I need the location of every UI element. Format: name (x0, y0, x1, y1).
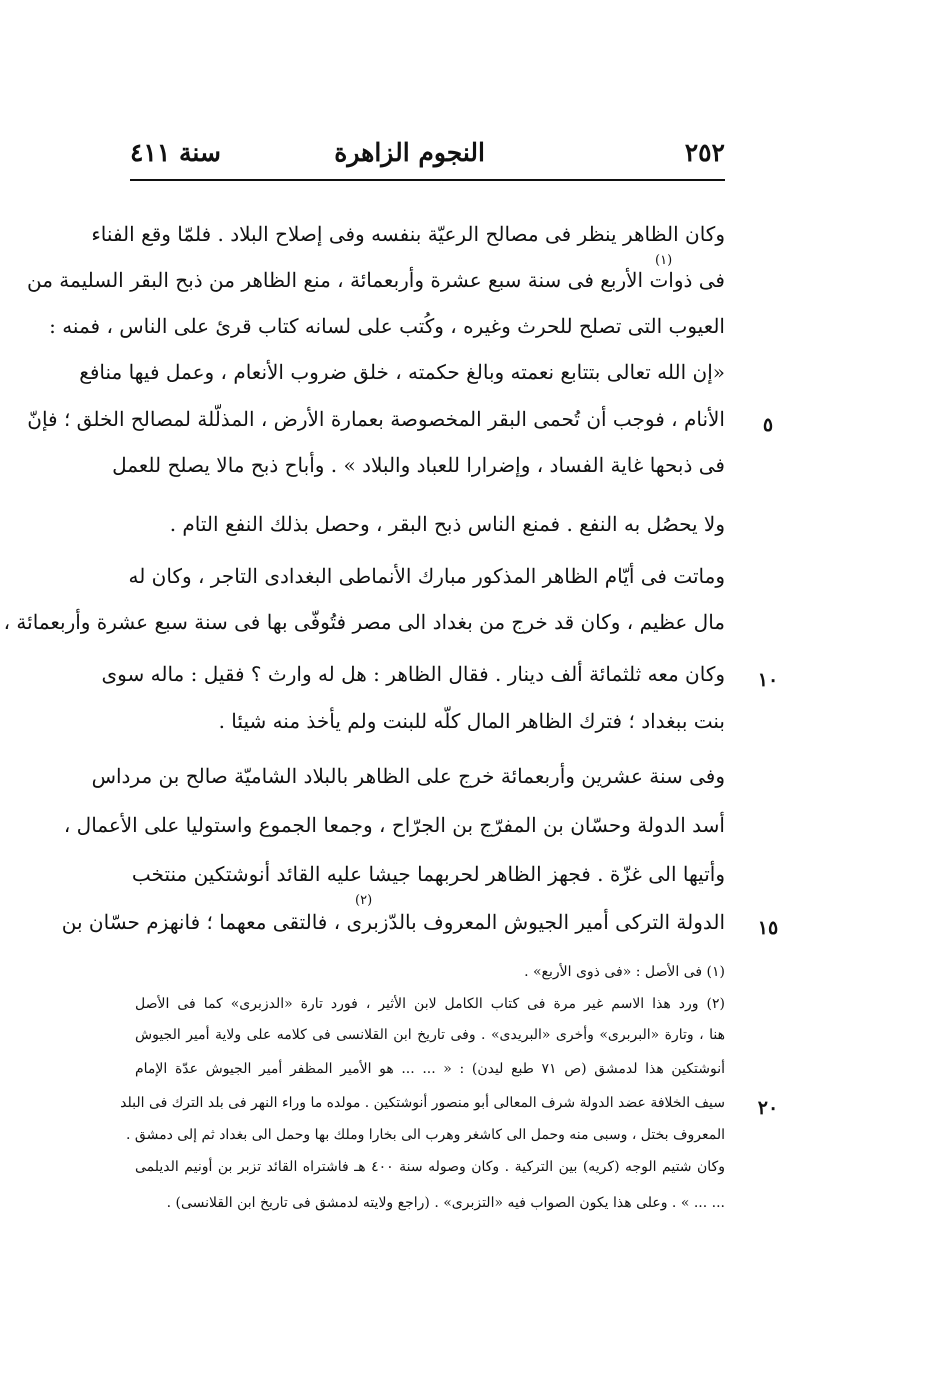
body-line: وفى سنة عشرين وأربعمائة خرج على الظاهر بالبلاد الشاميّة صالح بن مرداس (91, 764, 725, 788)
footnote-line: هنا ، وتارة «البربرى» وأخرى «البريدى» . وفى تاريخ ابن القلانسى فى كلامه على ولاية أمير الجيوش (135, 1027, 725, 1043)
margin-line-number: ١٥ (757, 917, 779, 939)
body-line: الدولة التركى أمير الجيوش المعروف بالدّزبرى ، فالتقى معهما ؛ فانهزم حسّان بن (61, 910, 725, 934)
footnote-line: المعروف بختل ، وسبى منه وحمل الى كاشغر وهرب الى بخارا وملك بها وحمل الى بغداد ثم إلى دمشق . (126, 1127, 725, 1143)
margin-line-number: ٥ (762, 414, 774, 436)
body-line: وأتيها الى غزّة . فجهز الظاهر لحربهما جيشا عليه القائد أنوشتكين منتخب (131, 862, 725, 886)
footnote-mark: (٢) (355, 893, 373, 908)
body-line: وماتت فى أيّام الظاهر المذكور مبارك الأنماطى البغدادى التاجر ، وكان له (128, 564, 725, 588)
body-line: أسد الدولة وحسّان بن المفرّج بن الجرّاح ، وجمعا الجموع واستوليا على الأعمال ، (63, 813, 725, 837)
footnote-line: أنوشتكين هذا لدمشق (ص ٧١ طبع ليدن) : « ... ... هو الأمير المظفر أمير الجيوش عدّة الإمام (135, 1061, 725, 1077)
header-rule (130, 179, 725, 181)
footnote-line: وكان شتيم الوجه (كريه) بين التركية . وكان وصوله سنة ٤٠٠ هـ فاشتراه القائد تزبر بن أونيم الديلمى (135, 1159, 725, 1175)
body-line: وكان معه ثلثمائة ألف دينار . فقال الظاهر : هل له وارث ؟ فقيل : ماله سوى (101, 662, 725, 686)
body-line: الأنام ، فوجب أن تُحمى البقر المخصوصة بعمارة الأرض ، المذلّلة لمصالح الخلق ؛ فإنّ (27, 407, 725, 431)
page-header (130, 138, 725, 178)
body-line: «إن الله تعالى بتتابع نعمته وبالغ حكمته ، خلق ضروب الأنعام ، وعمل فيها منافع (79, 360, 725, 384)
footnote-line: ... ... » . وعلى هذا يكون الصواب فيه «التزبرى» . (راجع ولايته لدمشق فى تاريخ ابن القلانسى) . (166, 1195, 725, 1211)
body-line: العيوب التى تصلح للحرث وغيره ، وكُتب على لسانه كتاب قرئ على الناس ، فمنه : (49, 314, 725, 338)
body-line: فى ذوات الأربع فى سنة سبع عشرة وأربعمائة ، منع الظاهر من ذبح البقر السليمة من (27, 268, 725, 292)
page-number: ٢٥٢ (684, 138, 725, 167)
body-line: وكان الظاهر ينظر فى مصالح الرعيّة بنفسه وفى إصلاح البلاد . فلمّا وقع الفناء (91, 222, 725, 246)
footnote-line: (٢) ورد هذا الاسم غير مرة فى كتاب الكامل لابن الأثير ، فورد تارة «الدزبرى» كما فى الأصل (135, 996, 725, 1012)
body-line: ولا يحصُل به النفع . فمنع الناس ذبح البقر ، وحصل بذلك النفع التام . (169, 512, 725, 536)
footnote-line: سيف الخلافة عضد الدولة شرف المعالى أبو منصور أنوشتكين . مولده ما وراء النهر فى بلد الترك فى البلد (120, 1095, 725, 1111)
body-line: بنت ببغداد ؛ فترك الظاهر المال كلّه للبنت ولم يأخذ منه شيئا . (218, 709, 725, 733)
footnote-mark: (١) (655, 253, 673, 268)
running-year: سنة ٤١١ (130, 138, 221, 167)
footnote-line: (١) فى الأصل : «فى ذوى الأربع» . (524, 964, 725, 980)
running-title: النجوم الزاهرة (334, 138, 485, 167)
body-line: مال عظيم ، وكان قد خرج من بغداد الى مصر فتُوفّى بها فى سنة سبع عشرة وأربعمائة ، (3, 610, 725, 634)
margin-line-number: ١٠ (757, 669, 779, 691)
body-line: فى ذبحها غاية الفساد ، وإضرارا للعباد والبلاد » . وأباح ذبح مالا يصلح للعمل (112, 453, 725, 477)
margin-line-number: ٢٠ (757, 1097, 779, 1119)
